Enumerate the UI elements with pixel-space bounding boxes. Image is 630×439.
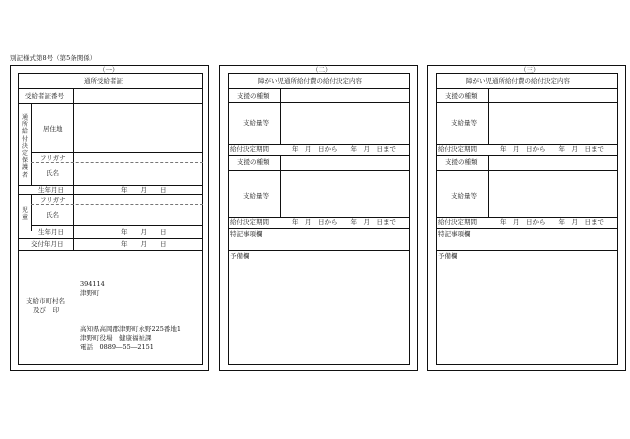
panel-3-period-label-1: 給付決定期間: [438, 145, 477, 153]
panel-3-type-label-2: 支援の種類: [445, 158, 478, 166]
divider: [31, 152, 203, 153]
divider: [18, 88, 203, 89]
dashed-divider: [31, 162, 203, 163]
divider: [228, 250, 410, 251]
panel-2-period-label-2: 給付決定期間: [230, 218, 269, 226]
divider: [488, 155, 489, 217]
panel-1-number: （一）: [99, 66, 119, 74]
divider: [18, 250, 203, 251]
panel-3-period-label-2: 給付決定期間: [438, 218, 477, 226]
divider: [436, 170, 618, 171]
panel-2-number: （二）: [312, 66, 332, 74]
divider: [31, 103, 32, 185]
issue-date-label: 交付年月日: [31, 240, 64, 248]
panel-2-amount-label-1: 支給量等: [243, 119, 269, 127]
panel-2-period-value-1: 年 月 日から 年 月 日まで: [292, 145, 396, 153]
office-department: 津野町役場 健康福祉課: [80, 334, 152, 342]
name-label: 氏名: [46, 169, 59, 177]
divider: [436, 102, 618, 103]
divider: [18, 194, 203, 195]
municipality-label: 支給市町村名: [26, 297, 65, 305]
divider: [228, 170, 410, 171]
child-birthdate-value: 年 月 日: [121, 228, 167, 236]
divider: [228, 155, 410, 156]
birthdate-value: 年 月 日: [121, 186, 167, 194]
municipality-seal-label: 及び 印: [33, 306, 59, 314]
panel-1-frame: [18, 73, 203, 365]
child-birthdate-label: 生年月日: [38, 228, 64, 236]
divider: [280, 155, 281, 217]
panel-3-notes-label: 特記事項欄: [438, 230, 471, 238]
divider: [280, 88, 281, 144]
divider: [436, 228, 618, 229]
divider: [31, 225, 203, 226]
divider: [18, 103, 203, 104]
municipality-name: 津野町: [80, 289, 100, 297]
panel-2-notes-label: 特記事項欄: [230, 230, 263, 238]
dashed-divider: [31, 204, 203, 205]
panel-3-number: （三）: [520, 66, 540, 74]
office-address: 高知県高岡郡津野町永野225番地1: [80, 325, 182, 333]
address-label: 居住地: [43, 125, 63, 133]
form-label: 別記様式第8号（第5条関係）: [10, 54, 97, 62]
divider: [18, 238, 203, 239]
panel-2-period-label-1: 給付決定期間: [230, 145, 269, 153]
divider: [436, 88, 618, 89]
panel-2-reserve-label: 予備欄: [230, 252, 250, 260]
panel-2-type-label-2: 支援の種類: [237, 158, 270, 166]
panel-2-amount-label-2: 支給量等: [243, 192, 269, 200]
child-furigana-label: フリガナ: [40, 196, 66, 204]
divider: [228, 88, 410, 89]
panel-2-period-value-2: 年 月 日から 年 月 日まで: [292, 218, 396, 226]
office-phone: 電話 0889―55―2151: [80, 343, 154, 351]
divider: [228, 102, 410, 103]
divider: [228, 228, 410, 229]
divider: [436, 155, 618, 156]
child-section-label: 児童: [21, 207, 28, 222]
divider: [436, 250, 618, 251]
guardian-section-label: 通所給付決定保護者: [21, 114, 28, 179]
birthdate-label: 生年月日: [38, 186, 64, 194]
panel-2-title: 障がい児通所給付費の給付決定内容: [258, 77, 362, 85]
panel-3-type-label-1: 支援の種類: [445, 92, 478, 100]
panel-2-type-label-1: 支援の種類: [237, 92, 270, 100]
issue-date-value: 年 月 日: [121, 240, 167, 248]
furigana-label: フリガナ: [40, 154, 66, 162]
panel-3-period-value-1: 年 月 日から 年 月 日まで: [500, 145, 604, 153]
child-name-label: 氏名: [46, 211, 59, 219]
panel-3-period-value-2: 年 月 日から 年 月 日まで: [500, 218, 604, 226]
recipient-number-label: 受給者証番号: [25, 92, 64, 100]
panel-3-amount-label-2: 支給量等: [451, 192, 477, 200]
panel-1-title: 通所受給者証: [84, 77, 123, 85]
panel-3-title: 障がい児通所給付費の給付決定内容: [466, 77, 570, 85]
panel-3-amount-label-1: 支給量等: [451, 119, 477, 127]
panel-3-reserve-label: 予備欄: [438, 252, 458, 260]
divider: [488, 88, 489, 144]
municipality-code: 394114: [80, 280, 105, 288]
